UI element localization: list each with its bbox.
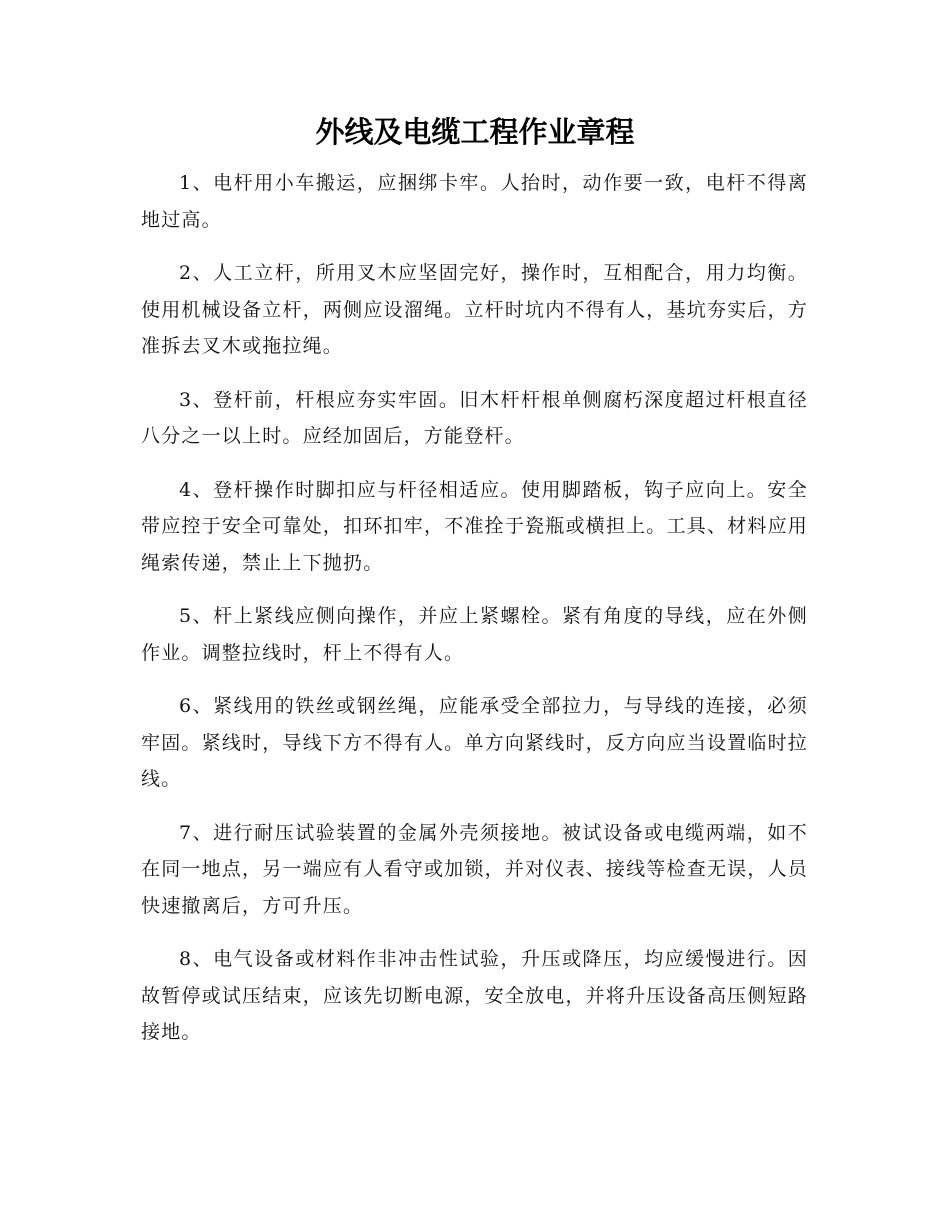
paragraph-3: 3、登杆前，杆根应夯实牢固。旧木杆杆根单侧腐朽深度超过杆根直径八分之一以上时。应经加固后，方能登杆。 [141,388,808,447]
paragraph-6: 6、紧线用的铁丝或钢丝绳，应能承受全部拉力，与导线的连接，必须牢固。紧线时，导线下方不得有人。单方向紧线时，反方向应当设置临时拉线。 [141,695,808,790]
document-body [141,165,808,1068]
paragraph-8: 8、电气设备或材料作非冲击性试验，升压或降压，均应缓慢进行。因故暂停或试压结束，应该先切断电源，安全放电，并将升压设备高压侧短路接地。 [141,948,808,1043]
paragraph-4: 4、登杆操作时脚扣应与杆径相适应。使用脚踏板，钩子应向上。安全带应控于安全可靠处，扣环扣牢，不准拴于瓷瓶或横担上。工具、材料应用绳索传递，禁止上下抛扔。 [141,478,808,574]
paragraph-7: 7、进行耐压试验装置的金属外壳须接地。被试设备或电缆两端，如不在同一地点，另一端应有人看守或加锁，并对仪表、接线等检查无误，人员快速撤离后，方可升压。 [141,821,808,917]
document-title: 外线及电缆工程作业章程 [315,115,635,149]
paragraph-5: 5、杆上紧线应侧向操作，并应上紧螺栓。紧有角度的导线，应在外侧作业。调整拉线时，杆上不得有人。 [141,605,808,664]
paragraph-2: 2、人工立杆，所用叉木应坚固完好，操作时，互相配合，用力均衡。使用机械设备立杆，两侧应设溜绳。立杆时坑内不得有人，基坑夯实后，方准拆去叉木或拖拉绳。 [141,262,808,357]
paragraph-1: 1、电杆用小车搬运，应捆绑卡牢。人抬时，动作要一致，电杆不得离地过高。 [141,172,808,231]
